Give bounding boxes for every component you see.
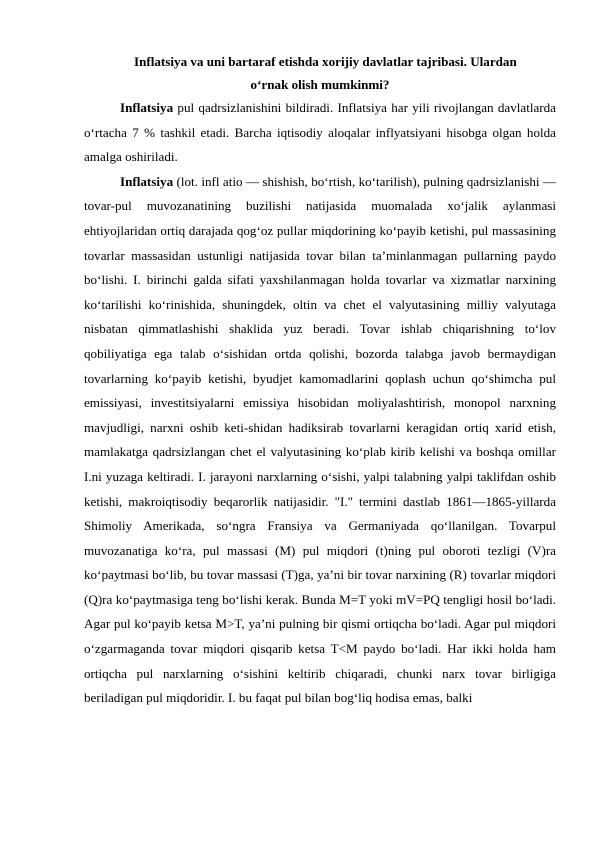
paragraph-2-text: (lot. infl atio — shishish, bo‘rtish, ko‘tarilish), pulning qadrsizlanishi — tovar-pul muvozanatining buzilishi natijasida muomalada xo‘jalik aylanmasi ehtiyojlaridan ortiq darajada qog‘oz pullar miqdorining ko‘payib ketishi, pul massasining tovarlar massasidan ustunligi natijasida tovar bilan ta’minlanmagan pullarning paydo bo‘lishi. I. birinchi galda sifati yaxshilanmagan holda tovarlar va xizmatlar narxining ko‘tarilishi ko‘rinishida, shuningdek, oltin va chet el valyutasining milliy valyutaga nisbatan qimmatlashishi shaklida yuz beradi. Tovar ishlab chiqarishning to‘lov qobiliyatiga ega talab o‘sishidan ortda qolishi, bozorda talabga javob bermaydigan tovarlarning ko‘payib ketishi, byudjet kamomadlarini qoplash uchun qo‘shimcha pul emissiyasi, investitsiyalarni emissiya hisobidan moliyalashtirish, monopol narxning mavjudligi, narxni oshib keti-shidan hadiksirab tovarlarni keragidan ortiq xarid etish, mamlakatga qadrsizlangan chet el valyutasining ko‘plab kirib kelishi va boshqa omillar I.ni yuzaga keltiradi. I. jarayoni narxlarning o‘sishi, yalpi talabning yalpi taklifdan oshib ketishi, makroiqtisodiy beqarorlik natijasidir. "I." termini dastlab 1861—1865-yillarda Shimoliy Amerikada, so‘ngra Fransiya va Germaniyada qo‘llanilgan. Tovarpul muvozanatiga ko‘ra, pul massasi (M) pul miqdori (t)ning pul oboroti tezligi (V)ra ko‘paytmasi bo‘lib, bu tovar massasi (T)ga, ya’ni bir tovar narxining (R) tovarlar miqdori (Q)ra ko‘paytmasiga teng bo‘lishi kerak. Bunda M=T yoki mV=PQ tengligi hosil bo‘ladi. Agar pul ko‘payib ketsa M>T, ya’ni pulning bir qismi ortiqcha bo‘ladi. Agar pul miqdori o‘zgarmaganda tovar miqdori qisqarib ketsa T<M paydo bo‘ladi. Har ikki holda ham ortiqcha pul narxlarning o‘sishini keltirib chiqaradi, chunki narx tovar birligiga beriladigan pul miqdoridir. I. bu faqat pul bilan bog‘liq hodisa emas, balki	[84, 173, 556, 706]
document-body	[84, 96, 556, 711]
title-line-2: o‘rnak olish mumkinmi?	[250, 77, 390, 92]
paragraph-2-term: Inflatsiya	[120, 173, 174, 189]
paragraph-1	[84, 96, 556, 170]
paragraph-1-term: Inflatsiya	[120, 100, 174, 115]
paragraph-1-text: pul qadrsizlanishini bildiradi. Inflatsiya har yili rivojlangan davlatlarda o‘rtacha 7 % tashkil etadi. Barcha iqtisodiy aloqalar inflyatsiyani hisobga olgan holda amalga oshiriladi.	[84, 100, 556, 165]
document-title	[84, 50, 556, 96]
paragraph-2	[84, 170, 556, 711]
title-line-1: Inflatsiya va uni bartaraf etishda xorijiy davlatlar tajribasi. Ulardan	[134, 54, 517, 69]
